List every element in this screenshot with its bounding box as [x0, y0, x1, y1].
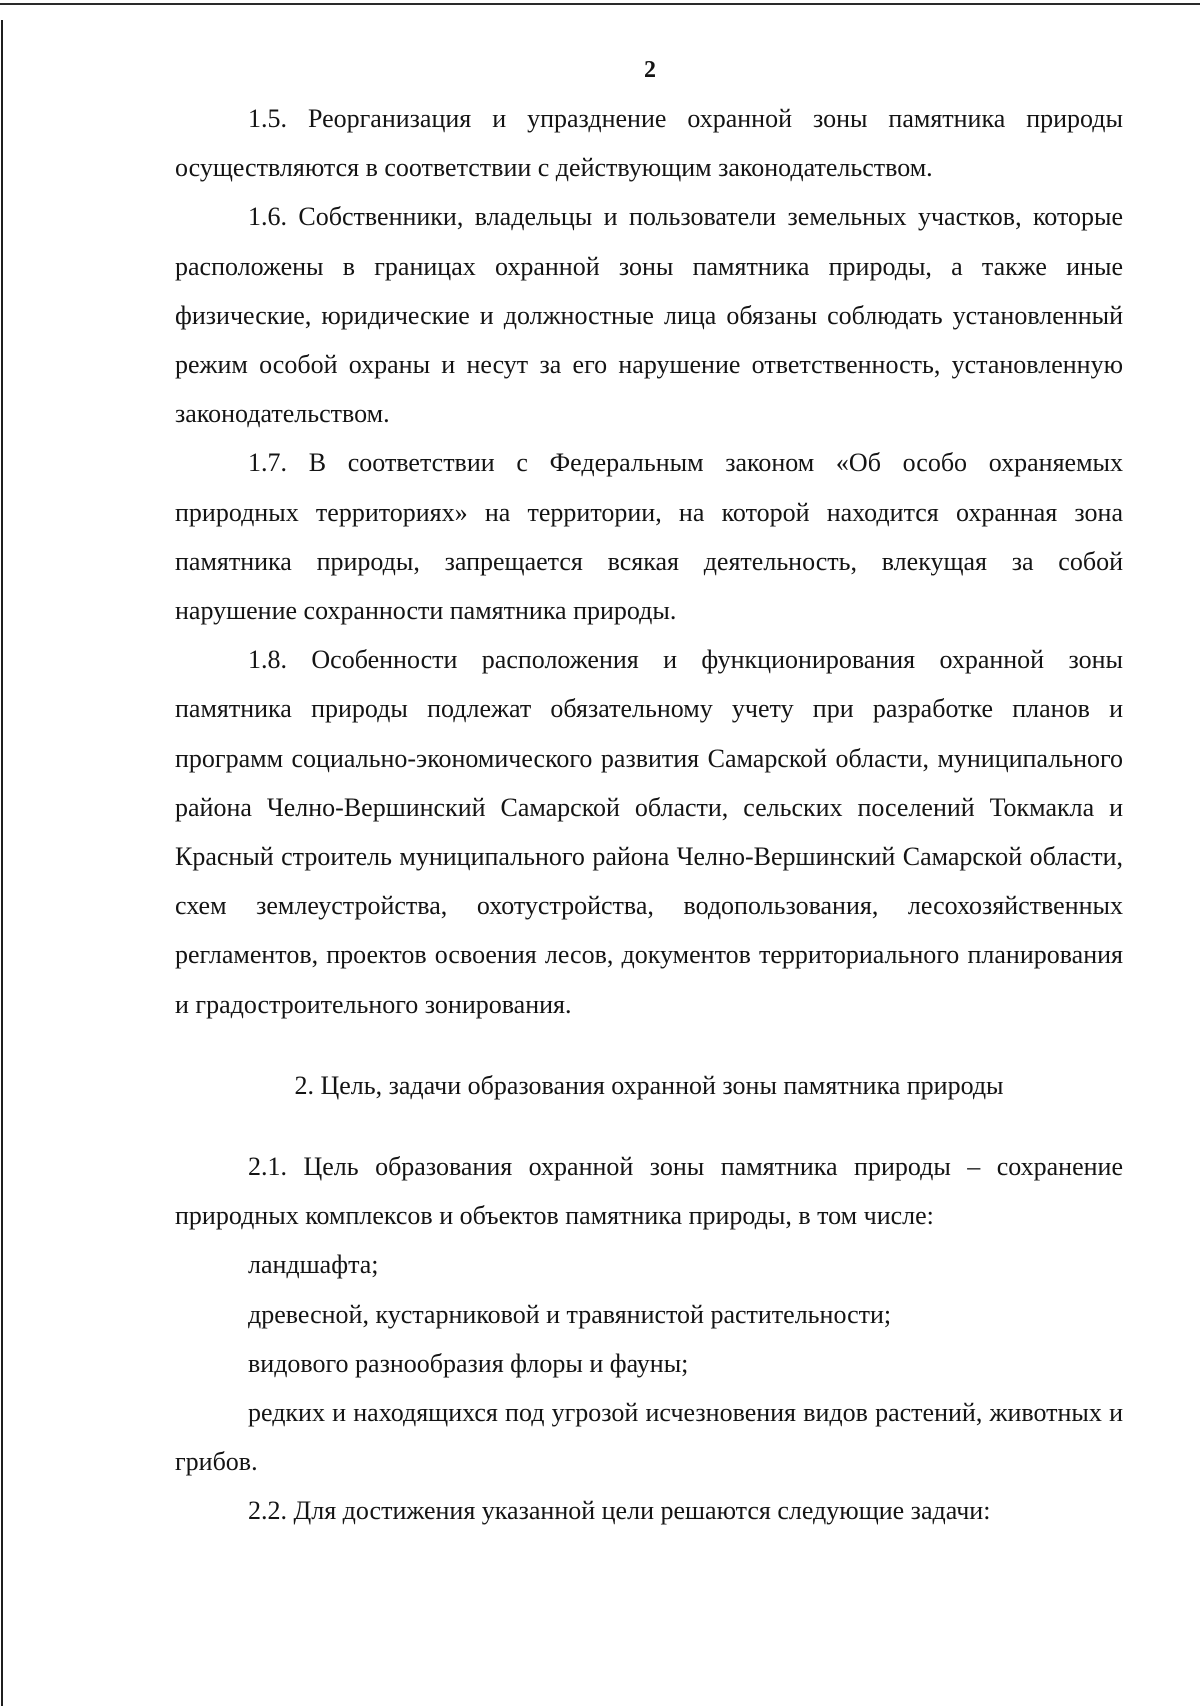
scan-top-border [0, 3, 1200, 5]
paragraph-1-5: 1.5. Реорганизация и упразднение охранной зоны памятника природы осуществляются в соответствии с действующим законодательством. [175, 104, 1123, 183]
paragraph-2-2: 2.2. Для достижения указанной цели решаются следующие задачи: [248, 1496, 991, 1526]
spacer [175, 1110, 1123, 1142]
paragraph-1-7: 1.7. В соответствии с Федеральным законом «Об особо охраняемых природных территориях» на территории, на которой находится охранная зона памятника природы, запрещается всякая деятельность, влекущая за собой нарушение сохранности памятника природы. [175, 448, 1123, 626]
page-number: 2 [644, 57, 656, 83]
scan-left-border [1, 20, 3, 1706]
spacer [175, 1029, 1123, 1061]
list-item-rare-species: редких и находящихся под угрозой исчезновения видов растений, животных и грибов. [175, 1398, 1123, 1477]
document-body [175, 94, 1123, 1536]
paragraph-1-6: 1.6. Собственники, владельцы и пользователи земельных участков, которые расположены в границах охранной зоны памятника природы, а также иные физические, юридические и должностные лица обязаны соблюдать установленный режим особой охраны и несут за его нарушение ответственность, установленную законодательством. [175, 202, 1123, 429]
paragraph-1-8: 1.8. Особенности расположения и функционирования охранной зоны памятника природы подлежат обязательному учету при разработке планов и программ социально-экономического развития Самарской области, муниципального района Челно-Вершинский Самарской области, сельских поселений Токмакла и Красный строитель муниципального района Челно-Вершинский Самарской области, схем землеустройства, охотустройства, водопользования, лесохозяйственных регламентов, проектов освоения лесов, документов территориального планирования и градостроительного зонирования. [175, 645, 1123, 1019]
list-item-landscape: ландшафта; [248, 1250, 379, 1280]
list-item-biodiversity: видового разнообразия флоры и фауны; [248, 1348, 689, 1378]
list-item-vegetation: древесной, кустарниковой и травянистой растительности; [248, 1299, 892, 1329]
paragraph-2-1: 2.1. Цель образования охранной зоны памятника природы – сохранение природных комплексов и объектов памятника природы, в том числе: [175, 1152, 1123, 1231]
section-heading: 2. Цель, задачи образования охранной зоны памятника природы [294, 1070, 1004, 1100]
